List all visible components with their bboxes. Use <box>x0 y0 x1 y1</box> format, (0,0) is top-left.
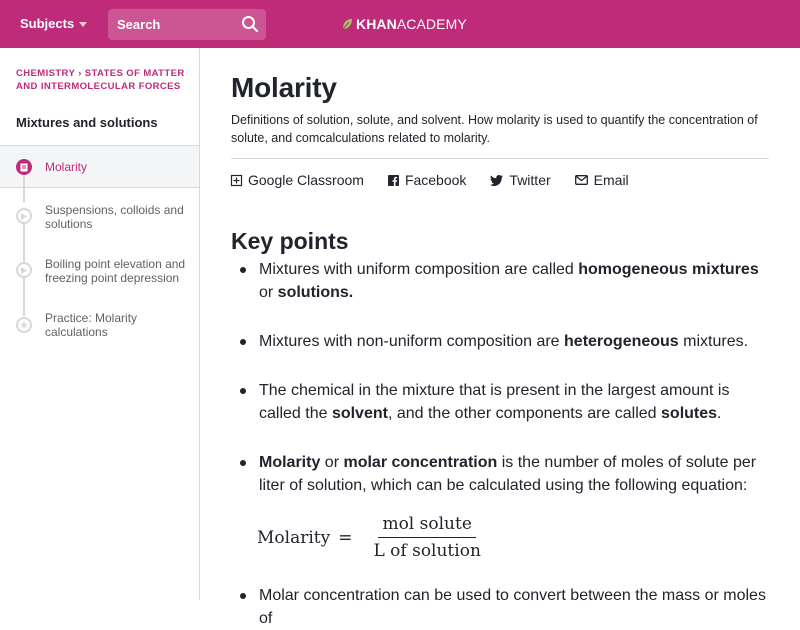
logo-khan-text: KHAN <box>356 16 397 32</box>
bullet-bold-text: Molarity <box>259 454 321 471</box>
sidebar-item-suspensions[interactable] <box>0 198 199 244</box>
breadcrumb <box>16 68 186 93</box>
bullet-text: or <box>259 284 278 301</box>
facebook-icon <box>388 175 399 186</box>
bullet-text: mixtures. <box>678 333 749 350</box>
key-points-list <box>259 258 769 523</box>
list-item <box>259 451 769 497</box>
top-header <box>0 0 800 48</box>
search-input[interactable] <box>108 9 238 40</box>
list-item: Molar concentration can be used to convert between the mass or moles of <box>259 584 769 630</box>
sidebar-item-molarity[interactable] <box>0 146 199 188</box>
email-label: Email <box>593 172 629 188</box>
section-title[interactable]: Mixtures and solutions <box>16 115 158 130</box>
logo-academy-text: ACADEMY <box>396 16 467 32</box>
email-icon <box>575 175 588 185</box>
twitter-share-button[interactable] <box>490 172 550 188</box>
sidebar-item-label: Boiling point elevation and freezing point depression <box>45 257 186 285</box>
molarity-equation <box>257 514 485 561</box>
chevron-down-icon <box>79 22 87 27</box>
list-item <box>259 330 769 353</box>
bullet-text: , and the other components are called <box>387 405 662 422</box>
twitter-icon <box>490 175 503 186</box>
bullet-bold-text: molar concentration <box>343 454 498 471</box>
content-divider <box>231 158 769 159</box>
subjects-menu-button[interactable] <box>20 16 87 31</box>
google-classroom-label: Google Classroom <box>248 172 364 188</box>
twitter-label: Twitter <box>509 172 551 188</box>
facebook-share-button[interactable] <box>388 172 466 188</box>
breadcrumb-separator-icon: › <box>78 68 82 79</box>
list-item <box>259 258 769 304</box>
key-points-heading: Key points <box>231 228 349 254</box>
equation-numerator: mol solute <box>378 514 475 538</box>
equation-equals: = <box>338 527 353 548</box>
bullet-bold-text: solvent <box>331 405 388 422</box>
bullet-text: Mixtures with non-uniform composition are <box>259 333 565 350</box>
bullet-bold-text: homogeneous mixtures <box>578 261 759 278</box>
bullet-bold-text: heterogeneous <box>564 333 679 350</box>
subjects-label: Subjects <box>20 16 75 31</box>
play-icon <box>16 262 32 278</box>
search-icon[interactable] <box>241 15 259 33</box>
leaf-icon <box>342 18 353 30</box>
article-icon <box>16 159 32 175</box>
bullet-text: or <box>320 454 344 471</box>
play-icon <box>16 208 32 224</box>
sidebar-item-label: Molarity <box>45 160 88 174</box>
breadcrumb-states-of-matter[interactable]: STATES OF MATTER AND INTERMOLECULAR FORCES <box>16 68 185 92</box>
search-box <box>108 9 266 40</box>
bullet-bold-text: solutions. <box>277 284 354 301</box>
share-bar <box>231 172 653 188</box>
equation-denominator: L of solution <box>373 541 481 561</box>
page-title: Molarity <box>231 72 337 103</box>
equation-lhs: Molarity <box>257 527 331 548</box>
equation-fraction <box>369 514 484 561</box>
bullet-text: The chemical in the mixture that is present in the largest amount is called the <box>259 382 730 422</box>
article-description: Definitions of solution, solute, and solvent. How molarity is used to quantify the concentration of solute, and comcalculations related to molarity. <box>231 113 758 145</box>
bullet-text: is the number of moles of solute per liter of solution, which can be calculated using the following equation: <box>259 454 757 494</box>
bullet-bold-text: solutes <box>661 405 718 422</box>
list-item <box>259 379 769 425</box>
breadcrumb-chemistry[interactable]: CHEMISTRY <box>16 68 76 79</box>
sidebar <box>0 48 200 600</box>
email-share-button[interactable] <box>575 172 629 188</box>
bullet-text: . <box>717 405 722 422</box>
sidebar-item-boiling-point[interactable] <box>0 252 199 298</box>
facebook-label: Facebook <box>404 172 467 188</box>
khan-academy-logo[interactable] <box>342 15 467 33</box>
google-classroom-icon <box>231 175 242 186</box>
sidebar-item-practice-molarity[interactable] <box>0 306 199 352</box>
bullet-text: Mixtures with uniform composition are called <box>259 261 579 278</box>
article-content <box>200 48 800 627</box>
google-classroom-share-button[interactable] <box>231 172 364 188</box>
sidebar-item-label: Suspensions, colloids and solutions <box>45 203 184 231</box>
sidebar-item-label: Practice: Molarity calculations <box>45 311 138 339</box>
star-icon <box>16 317 32 333</box>
